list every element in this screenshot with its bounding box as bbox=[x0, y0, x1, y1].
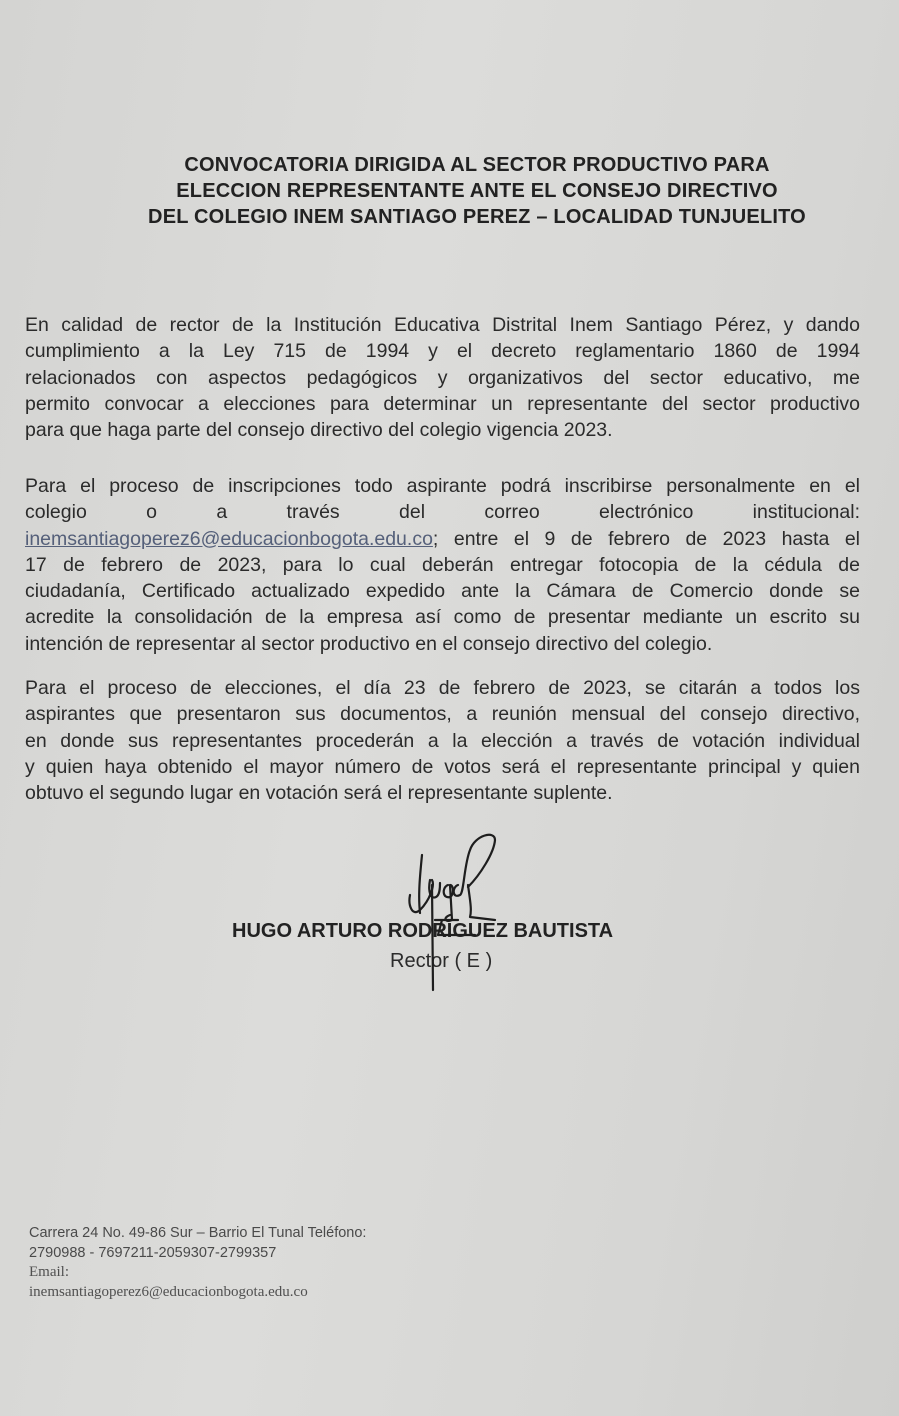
title-line: CONVOCATORIA DIRIGIDA AL SECTOR PRODUCTIVO PARA bbox=[184, 154, 770, 176]
text-line: acredite la consolidación de la empresa así como de presentar mediante un escrito su bbox=[25, 606, 860, 629]
signatory-role: Rector ( E ) bbox=[390, 950, 493, 972]
title-line: DEL COLEGIO INEM SANTIAGO PEREZ – LOCALIDAD TUNJUELITO bbox=[148, 206, 806, 228]
footer-email: inemsantiagoperez6@educacionbogota.edu.co bbox=[29, 1283, 308, 1300]
text-segment: ; entre el 9 de febrero de 2023 hasta el bbox=[432, 527, 860, 550]
text-line: aspirantes que presentaron sus documentos, a reunión mensual del consejo directivo, bbox=[25, 703, 860, 726]
text-line: para que haga parte del consejo directivo del colegio vigencia 2023. bbox=[25, 419, 613, 442]
signatory-name: HUGO ARTURO RODRÍGUEZ BAUTISTA bbox=[232, 920, 614, 942]
text-line: permito convocar a elecciones para determinar un representante del sector productivo bbox=[25, 392, 860, 415]
text-line: Para el proceso de inscripciones todo aspirante podrá inscribirse personalmente en el bbox=[25, 475, 860, 497]
email-link[interactable]: inemsantiagoperez6@educacionbogota.edu.co bbox=[25, 527, 433, 550]
paragraph-intro bbox=[25, 312, 860, 443]
title-line: ELECCION REPRESENTANTE ANTE EL CONSEJO DIRECTIVO bbox=[176, 180, 778, 202]
footer-address: Carrera 24 No. 49-86 Sur – Barrio El Tunal Teléfono: bbox=[29, 1225, 367, 1241]
footer-email-label: Email: bbox=[29, 1264, 69, 1280]
footer-phones: 2790988 - 7697211-2059307-2799357 bbox=[29, 1244, 277, 1261]
text-line: y quien haya obtenido el mayor número de votos será el representante principal y quien bbox=[25, 755, 860, 778]
text-line: colegio o a través del correo electrónico institucional: bbox=[25, 501, 860, 524]
text-line: cumplimiento a la Ley 715 de 1994 y el decreto reglamentario 1860 de 1994 bbox=[25, 340, 860, 363]
text-line: ciudadanía, Certificado actualizado expedido ante la Cámara de Comercio donde se bbox=[25, 580, 860, 603]
text-line: intención de representar al sector productivo en el consejo directivo del colegio. bbox=[25, 632, 713, 655]
text-line: obtuvo el segundo lugar en votación será el representante suplente. bbox=[25, 782, 613, 805]
paragraph-elections bbox=[25, 675, 860, 806]
paragraph-registration bbox=[25, 473, 860, 657]
text-line: 17 de febrero de 2023, para lo cual deberán entregar fotocopia de la cédula de bbox=[25, 553, 860, 576]
text-line: Para el proceso de elecciones, el día 23 de febrero de 2023, se citarán a todos los bbox=[25, 677, 860, 699]
footer-contact bbox=[29, 1224, 366, 1302]
text-line: relacionados con aspectos pedagógicos y organizativos del sector educativo, me bbox=[25, 366, 860, 389]
text-line bbox=[25, 526, 860, 552]
document-title bbox=[100, 152, 854, 230]
text-line: En calidad de rector de la Institución Educativa Distrital Inem Santiago Pérez, y dando bbox=[25, 314, 860, 336]
text-line: en donde sus representantes procederán a la elección a través de votación individual bbox=[25, 729, 860, 752]
handwritten-signature bbox=[400, 825, 510, 995]
